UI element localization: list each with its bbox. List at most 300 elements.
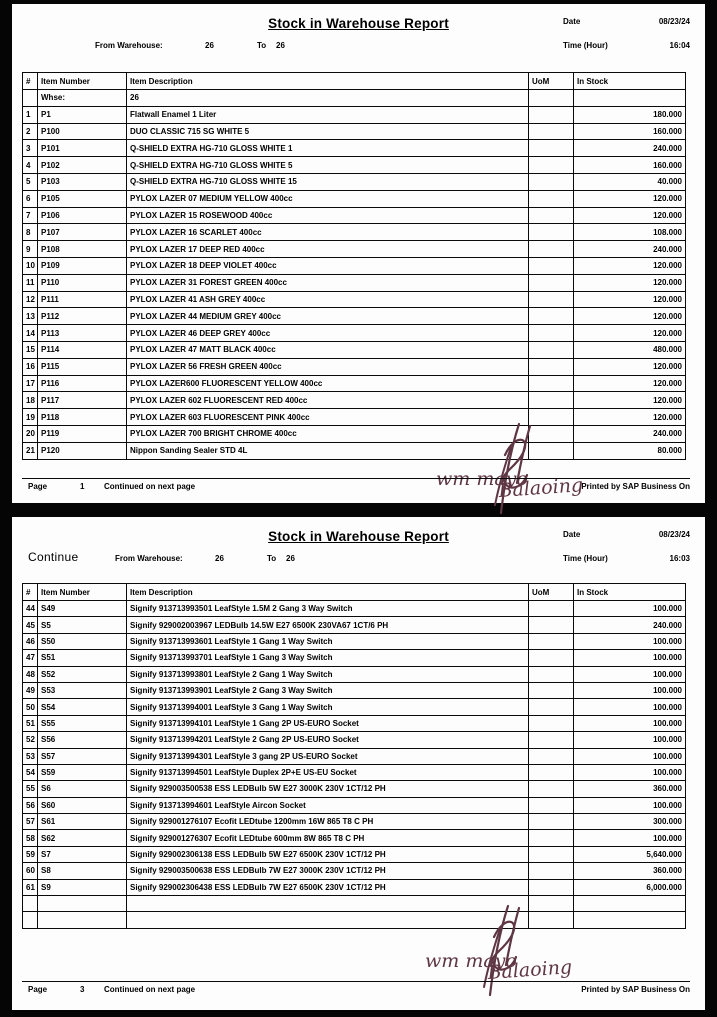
cell-in-stock: 120.000	[574, 207, 686, 224]
cell-item-description: Signify 929002306438 ESS LEDBulb 7W E27 6500K 230V 1CT/12 PH	[127, 879, 529, 895]
footer-page-label: Page	[28, 482, 48, 491]
cell-index: 60	[23, 863, 38, 879]
cell-in-stock: 120.000	[574, 325, 686, 342]
cell-item-description: Nippon Sanding Sealer STD 4L	[127, 442, 529, 459]
cell-item-description: Signify 913713993601 LeafStyle 1 Gang 1 Way Switch	[127, 633, 529, 649]
cell-item-description: PYLOX LAZER 602 FLUORESCENT RED 400cc	[127, 392, 529, 409]
cell-item-description: PYLOX LAZER 700 BRIGHT CHROME 400cc	[127, 425, 529, 442]
cell-index: 58	[23, 830, 38, 846]
cell-item-description	[127, 896, 529, 912]
cell-uom	[529, 633, 574, 649]
cell-item-description: Q-SHIELD EXTRA HG-710 GLOSS WHITE 5	[127, 157, 529, 174]
cell-item-description: DUO CLASSIC 715 SG WHITE 5	[127, 123, 529, 140]
cell-index: 21	[23, 442, 38, 459]
table-row	[23, 666, 686, 682]
table-row	[23, 797, 686, 813]
cell-in-stock: 240.000	[574, 425, 686, 442]
to-warehouse-value: 26	[286, 554, 295, 563]
cell-item-number: S55	[38, 715, 127, 731]
cell-index: 57	[23, 814, 38, 830]
cell-index: 14	[23, 325, 38, 342]
page-title: Stock in Warehouse Report	[268, 529, 449, 544]
cell-item-description	[127, 912, 529, 928]
time-value: 16:04	[669, 41, 690, 50]
table-row	[23, 814, 686, 830]
cell-item-description: PYLOX LAZER 46 DEEP GREY 400cc	[127, 325, 529, 342]
cell-item-number: P101	[38, 140, 127, 157]
cell-index: 2	[23, 123, 38, 140]
cell-in-stock: 120.000	[574, 392, 686, 409]
table-row	[23, 173, 686, 190]
col-header-index: #	[23, 584, 38, 601]
footer-divider	[22, 981, 690, 982]
table-row	[23, 748, 686, 764]
cell-item-description: Signify 913713994201 LeafStyle 2 Gang 2P US-EURO Socket	[127, 732, 529, 748]
cell-in-stock: 40.000	[574, 173, 686, 190]
cell-item-description: PYLOX LAZER600 FLUORESCENT YELLOW 400cc	[127, 375, 529, 392]
cell-in-stock: 100.000	[574, 682, 686, 698]
cell-uom	[529, 157, 574, 174]
cell-index: 50	[23, 699, 38, 715]
table-row	[23, 190, 686, 207]
cell-index: 5	[23, 173, 38, 190]
cell-uom	[529, 308, 574, 325]
table-row	[23, 241, 686, 258]
cell-index: 9	[23, 241, 38, 258]
stock-table	[22, 72, 686, 460]
cell-uom	[529, 715, 574, 731]
cell-item-description: Q-SHIELD EXTRA HG-710 GLOSS WHITE 1	[127, 140, 529, 157]
cell-item-description: Signify 929002306138 ESS LEDBulb 5W E27 6500K 230V 1CT/12 PH	[127, 846, 529, 862]
cell-item-number: P112	[38, 308, 127, 325]
cell-in-stock: 100.000	[574, 601, 686, 617]
cell-item-number: P116	[38, 375, 127, 392]
col-header-item-description: Item Description	[127, 584, 529, 601]
table-row	[23, 863, 686, 879]
cell-uom	[529, 682, 574, 698]
table-row	[23, 274, 686, 291]
col-header-uom: UoM	[529, 584, 574, 601]
cell-in-stock: 120.000	[574, 274, 686, 291]
footer-printed-by: Printed by SAP Business On	[581, 482, 690, 491]
cell-in-stock: 120.000	[574, 257, 686, 274]
cell-item-description: Q-SHIELD EXTRA HG-710 GLOSS WHITE 15	[127, 173, 529, 190]
signature-stroke	[493, 922, 516, 970]
cell-item-number: P103	[38, 173, 127, 190]
time-value: 16:03	[669, 554, 690, 563]
cell-item-number: P109	[38, 257, 127, 274]
signature-word-2: Balaoing	[486, 956, 573, 984]
cell-item-number: P118	[38, 409, 127, 426]
footer-page-label: Page	[28, 985, 48, 994]
cell-in-stock: 100.000	[574, 732, 686, 748]
cell-uom	[529, 257, 574, 274]
cell-uom	[529, 863, 574, 879]
to-warehouse-value: 26	[276, 41, 285, 50]
cell-in-stock: 6,000.000	[574, 879, 686, 895]
cell-index: 8	[23, 224, 38, 241]
table-row	[23, 633, 686, 649]
cell-index: 13	[23, 308, 38, 325]
cell-uom	[529, 699, 574, 715]
date-value: 08/23/24	[658, 17, 690, 26]
cell-uom	[529, 650, 574, 666]
cell-item-description: 26	[127, 90, 529, 107]
cell-index: 49	[23, 682, 38, 698]
cell-item-description: PYLOX LAZER 47 MATT BLACK 400cc	[127, 341, 529, 358]
cell-in-stock: 5,640.000	[574, 846, 686, 862]
table-row	[23, 224, 686, 241]
cell-in-stock	[574, 912, 686, 928]
cell-in-stock: 180.000	[574, 106, 686, 123]
cell-item-description: PYLOX LAZER 56 FRESH GREEN 400cc	[127, 358, 529, 375]
footer-page-number: 1	[80, 482, 85, 491]
from-warehouse-label: From Warehouse:	[95, 41, 163, 50]
cell-item-number: P102	[38, 157, 127, 174]
col-header-in-stock: In Stock	[574, 73, 686, 90]
table-row	[23, 392, 686, 409]
cell-item-description: Signify 913713994101 LeafStyle 1 Gang 2P US-EURO Socket	[127, 715, 529, 731]
cell-uom	[529, 325, 574, 342]
cell-item-description: Signify 929001276307 Ecofit LEDtube 600mm 8W 865 T8 C PH	[127, 830, 529, 846]
cell-index	[23, 896, 38, 912]
from-warehouse-value: 26	[205, 41, 214, 50]
table-row	[23, 375, 686, 392]
table-row	[23, 257, 686, 274]
cell-index: 15	[23, 341, 38, 358]
cell-in-stock: 120.000	[574, 190, 686, 207]
cell-item-description: Signify 913713994301 LeafStyle 3 gang 2P US-EURO Socket	[127, 748, 529, 764]
cell-uom	[529, 358, 574, 375]
stock-table	[22, 583, 686, 929]
cell-uom	[529, 106, 574, 123]
footer-page-number: 3	[80, 985, 85, 994]
cell-uom	[529, 442, 574, 459]
cell-index: 17	[23, 375, 38, 392]
cell-index: 6	[23, 190, 38, 207]
col-header-item-description: Item Description	[127, 73, 529, 90]
cell-item-number: P115	[38, 358, 127, 375]
cell-item-number: S53	[38, 682, 127, 698]
cell-item-number: S54	[38, 699, 127, 715]
table-row	[23, 425, 686, 442]
col-header-item-number: Item Number	[38, 584, 127, 601]
cell-item-description: PYLOX LAZER 44 MEDIUM GREY 400cc	[127, 308, 529, 325]
cell-item-number: P120	[38, 442, 127, 459]
cell-index: 19	[23, 409, 38, 426]
cell-item-description: Flatwall Enamel 1 Liter	[127, 106, 529, 123]
cell-uom	[529, 375, 574, 392]
cell-index: 20	[23, 425, 38, 442]
cell-item-number	[38, 912, 127, 928]
table-header-row	[23, 73, 686, 90]
cell-index: 45	[23, 617, 38, 633]
table-row	[23, 341, 686, 358]
cell-item-number: S49	[38, 601, 127, 617]
cell-item-number: P113	[38, 325, 127, 342]
cell-index	[23, 90, 38, 107]
date-label: Date	[563, 17, 581, 26]
cell-item-number: S56	[38, 732, 127, 748]
cell-in-stock: 160.000	[574, 157, 686, 174]
empty-table-row	[23, 896, 686, 912]
cell-item-description: PYLOX LAZER 15 ROSEWOOD 400cc	[127, 207, 529, 224]
cell-index: 4	[23, 157, 38, 174]
table-row	[23, 157, 686, 174]
cell-index: 56	[23, 797, 38, 813]
cell-index: 59	[23, 846, 38, 862]
cell-item-number: S9	[38, 879, 127, 895]
cell-uom	[529, 241, 574, 258]
cell-item-description: PYLOX LAZER 17 DEEP RED 400cc	[127, 241, 529, 258]
cell-index: 61	[23, 879, 38, 895]
cell-uom	[529, 190, 574, 207]
cell-item-number: P100	[38, 123, 127, 140]
footer-continued-text: Continued on next page	[104, 482, 196, 491]
cell-in-stock: 108.000	[574, 224, 686, 241]
cell-uom	[529, 666, 574, 682]
table-row	[23, 617, 686, 633]
cell-item-description: Signify 913713994501 LeafStyle Duplex 2P+E US-EU Socket	[127, 764, 529, 780]
cell-uom	[529, 173, 574, 190]
cell-uom	[529, 846, 574, 862]
time-label: Time (Hour)	[563, 554, 608, 563]
cell-item-number: P114	[38, 341, 127, 358]
cell-index: 54	[23, 764, 38, 780]
cell-uom	[529, 123, 574, 140]
table-row	[23, 123, 686, 140]
cell-index: 1	[23, 106, 38, 123]
cell-in-stock: 100.000	[574, 715, 686, 731]
cell-uom	[529, 896, 574, 912]
col-header-uom: UoM	[529, 73, 574, 90]
time-label: Time (Hour)	[563, 41, 608, 50]
empty-table-row	[23, 912, 686, 928]
signature-word-2: Balaoing	[497, 474, 584, 502]
cell-item-number: P117	[38, 392, 127, 409]
cell-item-number: S8	[38, 863, 127, 879]
cell-item-number: S57	[38, 748, 127, 764]
cell-uom	[529, 601, 574, 617]
cell-item-number: S50	[38, 633, 127, 649]
cell-item-number: S7	[38, 846, 127, 862]
cell-item-description: Signify 913713993901 LeafStyle 2 Gang 3 Way Switch	[127, 682, 529, 698]
table-row	[23, 442, 686, 459]
cell-index: 47	[23, 650, 38, 666]
from-warehouse-label: From Warehouse:	[115, 554, 183, 563]
table-row	[23, 140, 686, 157]
cell-item-number: S51	[38, 650, 127, 666]
cell-uom	[529, 912, 574, 928]
table-row	[23, 732, 686, 748]
cell-in-stock: 360.000	[574, 863, 686, 879]
cell-uom	[529, 814, 574, 830]
cell-item-description: Signify 913713993701 LeafStyle 1 Gang 3 Way Switch	[127, 650, 529, 666]
cell-item-description: PYLOX LAZER 31 FOREST GREEN 400cc	[127, 274, 529, 291]
continue-label: Continue	[28, 550, 79, 564]
cell-uom	[529, 732, 574, 748]
from-warehouse-value: 26	[215, 554, 224, 563]
table-row	[23, 846, 686, 862]
cell-item-number: S52	[38, 666, 127, 682]
table-row	[23, 207, 686, 224]
cell-in-stock	[574, 90, 686, 107]
cell-uom	[529, 291, 574, 308]
signature-stroke	[484, 929, 500, 987]
cell-in-stock: 240.000	[574, 241, 686, 258]
cell-in-stock: 120.000	[574, 375, 686, 392]
report-page-2	[12, 517, 705, 1010]
cell-in-stock: 480.000	[574, 341, 686, 358]
cell-item-description: Signify 929003500638 ESS LEDBulb 7W E27 3000K 230V 1CT/12 PH	[127, 863, 529, 879]
cell-item-number: P106	[38, 207, 127, 224]
to-label: To	[267, 554, 277, 563]
cell-index: 44	[23, 601, 38, 617]
table-row	[23, 409, 686, 426]
table-row	[23, 308, 686, 325]
cell-uom	[529, 409, 574, 426]
cell-index: 7	[23, 207, 38, 224]
cell-in-stock: 100.000	[574, 764, 686, 780]
table-row	[23, 601, 686, 617]
cell-in-stock: 240.000	[574, 617, 686, 633]
cell-item-number: P105	[38, 190, 127, 207]
table-row	[23, 358, 686, 375]
cell-in-stock: 100.000	[574, 633, 686, 649]
cell-index: 10	[23, 257, 38, 274]
cell-index: 18	[23, 392, 38, 409]
cell-in-stock: 160.000	[574, 123, 686, 140]
cell-item-number: S6	[38, 781, 127, 797]
cell-item-number: P110	[38, 274, 127, 291]
table-row	[23, 879, 686, 895]
cell-item-number: S59	[38, 764, 127, 780]
signature-word-1: wm mayo	[436, 468, 528, 490]
cell-index: 3	[23, 140, 38, 157]
cell-uom	[529, 879, 574, 895]
cell-in-stock: 120.000	[574, 291, 686, 308]
cell-in-stock: 120.000	[574, 308, 686, 325]
cell-index	[23, 912, 38, 928]
table-row	[23, 90, 686, 107]
cell-index: 48	[23, 666, 38, 682]
col-header-index: #	[23, 73, 38, 90]
cell-item-number: S62	[38, 830, 127, 846]
page-title: Stock in Warehouse Report	[268, 16, 449, 31]
footer-divider	[22, 478, 690, 479]
report-page-1	[12, 4, 705, 503]
cell-item-description: Signify 929002003967 LEDBulb 14.5W E27 6500K 230VA67 1CT/6 PH	[127, 617, 529, 633]
table-row	[23, 715, 686, 731]
cell-item-number: S60	[38, 797, 127, 813]
cell-index: 46	[23, 633, 38, 649]
cell-uom	[529, 207, 574, 224]
cell-item-description: PYLOX LAZER 18 DEEP VIOLET 400cc	[127, 257, 529, 274]
cell-uom	[529, 764, 574, 780]
cell-index: 11	[23, 274, 38, 291]
table-row	[23, 106, 686, 123]
cell-uom	[529, 797, 574, 813]
cell-in-stock	[574, 896, 686, 912]
cell-uom	[529, 425, 574, 442]
cell-in-stock: 100.000	[574, 699, 686, 715]
cell-item-description: PYLOX LAZER 16 SCARLET 400cc	[127, 224, 529, 241]
footer-continued-text: Continued on next page	[104, 985, 196, 994]
cell-item-number: Whse:	[38, 90, 127, 107]
table-row	[23, 682, 686, 698]
cell-uom	[529, 748, 574, 764]
cell-uom	[529, 140, 574, 157]
table-row	[23, 830, 686, 846]
cell-item-number: P107	[38, 224, 127, 241]
cell-in-stock: 100.000	[574, 666, 686, 682]
cell-index: 51	[23, 715, 38, 731]
cell-item-description: Signify 913713994001 LeafStyle 3 Gang 1 Way Switch	[127, 699, 529, 715]
date-value: 08/23/24	[658, 530, 690, 539]
cell-uom	[529, 224, 574, 241]
cell-in-stock: 80.000	[574, 442, 686, 459]
cell-in-stock: 240.000	[574, 140, 686, 157]
cell-item-description: Signify 929003500538 ESS LEDBulb 5W E27 3000K 230V 1CT/12 PH	[127, 781, 529, 797]
cell-uom	[529, 830, 574, 846]
cell-in-stock: 120.000	[574, 409, 686, 426]
cell-index: 12	[23, 291, 38, 308]
footer-printed-by: Printed by SAP Business On	[581, 985, 690, 994]
cell-uom	[529, 781, 574, 797]
cell-item-number: S61	[38, 814, 127, 830]
date-label: Date	[563, 530, 581, 539]
cell-in-stock: 100.000	[574, 748, 686, 764]
cell-item-description: Signify 929001276107 Ecofit LEDtube 1200mm 16W 865 T8 C PH	[127, 814, 529, 830]
cell-uom	[529, 341, 574, 358]
cell-index: 52	[23, 732, 38, 748]
cell-item-description: PYLOX LAZER 41 ASH GREY 400cc	[127, 291, 529, 308]
table-row	[23, 325, 686, 342]
cell-item-number: P1	[38, 106, 127, 123]
table-header-row	[23, 584, 686, 601]
table-row	[23, 650, 686, 666]
cell-item-description: PYLOX LAZER 603 FLUORESCENT PINK 400cc	[127, 409, 529, 426]
cell-item-number: P108	[38, 241, 127, 258]
cell-item-description: Signify 913713993501 LeafStyle 1.5M 2 Gang 3 Way Switch	[127, 601, 529, 617]
signature-word-1: wm mayo	[425, 950, 517, 972]
cell-uom	[529, 392, 574, 409]
cell-item-number	[38, 896, 127, 912]
cell-item-description: Signify 913713993801 LeafStyle 2 Gang 1 Way Switch	[127, 666, 529, 682]
cell-index: 16	[23, 358, 38, 375]
cell-in-stock: 360.000	[574, 781, 686, 797]
table-row	[23, 764, 686, 780]
cell-index: 53	[23, 748, 38, 764]
cell-item-number: S5	[38, 617, 127, 633]
cell-in-stock: 300.000	[574, 814, 686, 830]
col-header-item-number: Item Number	[38, 73, 127, 90]
cell-in-stock: 120.000	[574, 358, 686, 375]
cell-item-description: PYLOX LAZER 07 MEDIUM YELLOW 400cc	[127, 190, 529, 207]
to-label: To	[257, 41, 267, 50]
cell-index: 55	[23, 781, 38, 797]
cell-item-description: Signify 913713994601 LeafStyle Aircon Socket	[127, 797, 529, 813]
cell-item-number: P111	[38, 291, 127, 308]
cell-uom	[529, 617, 574, 633]
cell-uom	[529, 90, 574, 107]
cell-in-stock: 100.000	[574, 797, 686, 813]
cell-uom	[529, 274, 574, 291]
table-row	[23, 699, 686, 715]
cell-in-stock: 100.000	[574, 650, 686, 666]
table-row	[23, 291, 686, 308]
col-header-in-stock: In Stock	[574, 584, 686, 601]
